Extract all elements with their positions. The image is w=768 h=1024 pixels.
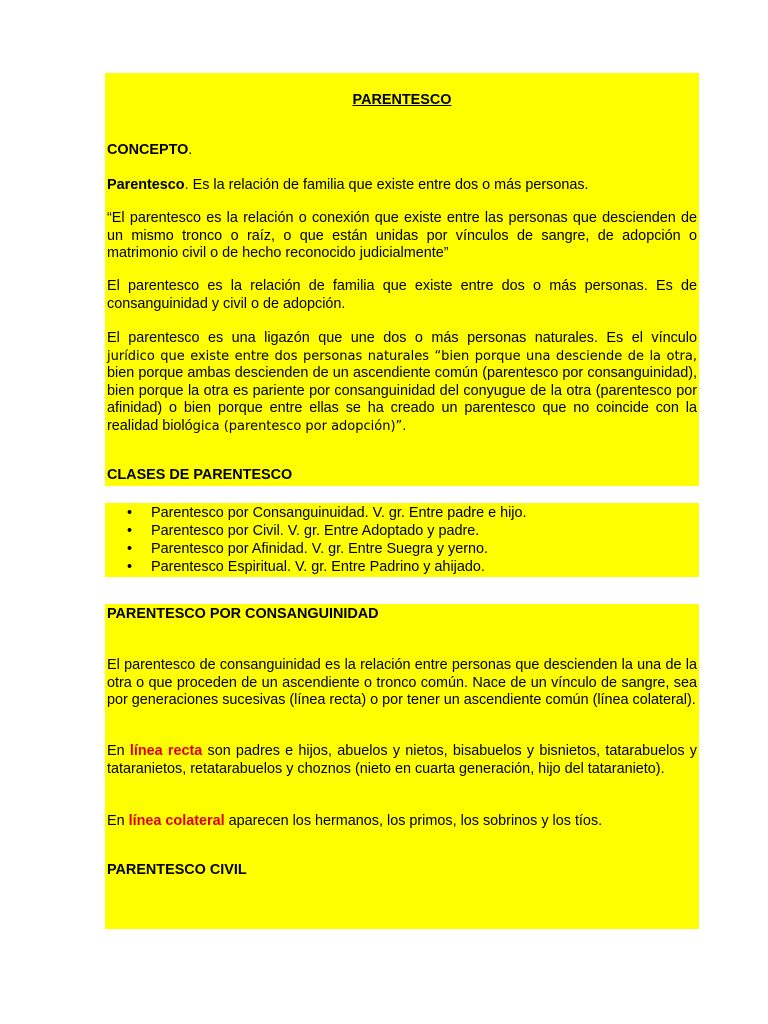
paragraph-3 bbox=[107, 330, 697, 436]
consanguinity-paragraph: El parentesco de consanguinidad es la relación entre personas que descienden la una de la otra o que proceden de un ascendiente o tronco común. Nace de un vínculo de sangre, sea por generaciones sucesivas (línea recta) o por tener un ascendiente común (línea colateral). bbox=[107, 657, 697, 709]
paragraph-2: El parentesco es la relación de familia que existe entre dos o más personas. Es de consanguinidad y civil o de adopción. bbox=[107, 278, 697, 312]
paragraph-3-line-2: jurídico que existe entre dos personas naturales “bien porque una desciende de la otra, bbox=[107, 348, 697, 364]
list-item-text: Parentesco Espiritual. V. gr. Entre Padrino y ahijado. bbox=[151, 559, 485, 575]
list-item-text: Parentesco por Consanguinuidad. V. gr. Entre padre e hijo. bbox=[151, 505, 527, 521]
section-consanguinity bbox=[105, 604, 699, 929]
linea-colateral-text: aparecen los hermanos, los primos, los sobrinos y los tíos. bbox=[224, 813, 603, 829]
paragraph-3-line-1: El parentesco es una ligazón que une dos o más personas naturales. Es el vínculo bbox=[107, 330, 697, 346]
bullet: • bbox=[127, 505, 133, 521]
doc-title bbox=[105, 92, 699, 110]
linea-recta-text: son padres e hijos, abuelos y nietos, bisabuelos y bisnietos, tatarabuelos y tataranietos, retatarabuelos y choznos (nieto en cuarta generación, hijo del tataranieto). bbox=[107, 743, 698, 777]
list-item bbox=[105, 504, 699, 522]
linea-recta-pre: En bbox=[107, 743, 130, 759]
concept-heading bbox=[107, 142, 697, 160]
classes-list bbox=[105, 504, 699, 576]
paragraph-3-line-4: gica (parentesco por adopción)”. bbox=[192, 418, 407, 434]
linea-colateral-term: línea colateral bbox=[128, 813, 225, 829]
definition-text: . Es la relación de familia que existe entre dos o más personas. bbox=[184, 177, 589, 193]
list-item bbox=[105, 522, 699, 540]
bullet: • bbox=[127, 559, 133, 575]
concept-heading-text: CONCEPTO bbox=[107, 142, 189, 158]
linea-recta-paragraph bbox=[107, 743, 697, 778]
bullet: • bbox=[127, 523, 133, 539]
paragraph-3-line-3: bien porque ambas descienden de un ascendiente común (parentesco por consanguinidad), bien porque la otra es pariente por consanguinidad del conyugue de la otra (parentesco por afinidad) o bien porque entre ellas se ha creado un parentesco que no coincide con la realidad bioló bbox=[107, 365, 697, 434]
linea-colateral-paragraph bbox=[107, 813, 697, 831]
quote-paragraph: “El parentesco es la relación o conexión que existe entre las personas que descienden de un mismo tronco o raíz, o que están unidas por vínculos de sangre, de adopción o matrimonio civil o de hecho reconocido judicialmente” bbox=[107, 210, 697, 262]
paragraph-3-rest bbox=[107, 365, 697, 435]
concept-heading-punct: . bbox=[188, 142, 193, 158]
doc-title-text: PARENTESCO bbox=[352, 92, 452, 108]
list-item-text: Parentesco por Civil. V. gr. Entre Adoptado y padre. bbox=[151, 523, 480, 539]
bullet: • bbox=[127, 541, 133, 557]
section-classes-list bbox=[105, 503, 699, 577]
list-item bbox=[105, 540, 699, 558]
list-item-text: Parentesco por Afinidad. V. gr. Entre Suegra y yerno. bbox=[151, 541, 489, 557]
civil-heading: PARENTESCO CIVIL bbox=[107, 862, 247, 878]
classes-heading: CLASES DE PARENTESCO bbox=[107, 467, 293, 483]
list-item bbox=[105, 558, 699, 576]
definition-term: Parentesco bbox=[107, 177, 185, 193]
linea-recta-term: línea recta bbox=[129, 743, 203, 759]
section-concept bbox=[105, 73, 699, 486]
consanguinity-heading: PARENTESCO POR CONSANGUINIDAD bbox=[107, 606, 379, 622]
definition bbox=[107, 177, 697, 195]
linea-colateral-pre: En bbox=[107, 813, 129, 829]
